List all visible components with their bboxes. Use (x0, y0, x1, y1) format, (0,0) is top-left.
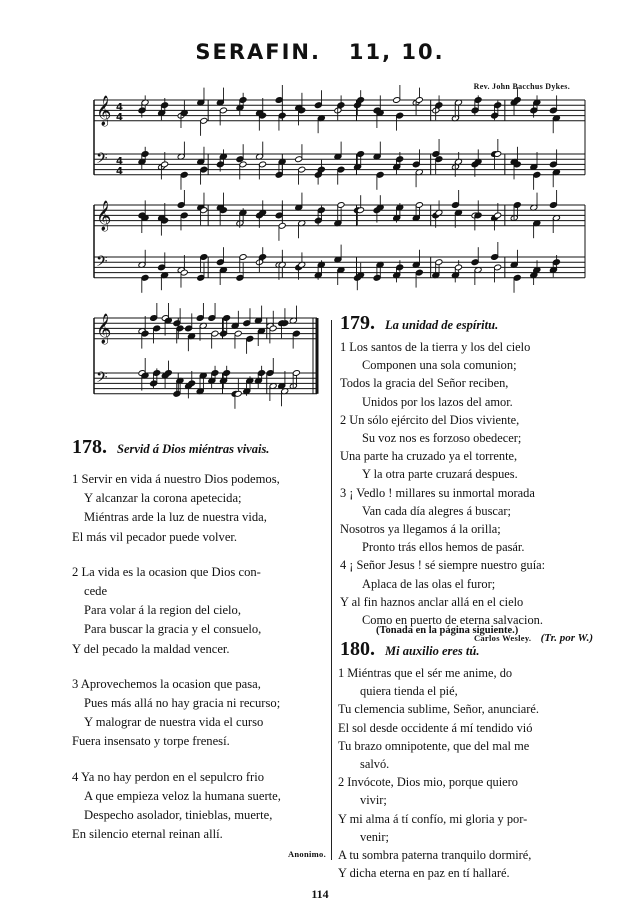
clefs (96, 95, 123, 390)
hymn-180-number: 180. (340, 638, 375, 660)
page-number: 114 (311, 887, 329, 901)
verse-line: Miéntras arde la luz de nuestra vida, (84, 510, 267, 525)
hymn-178-header (72, 436, 269, 459)
hymn-178-number: 178. (72, 436, 107, 458)
verse-line: En silencio eternal reinan allí. (72, 827, 223, 842)
verse-line: Y dicha eterna en paz en tí hallaré. (338, 866, 510, 881)
verse-line: Pues más allá no hay gracia ni recurso; (84, 696, 281, 711)
verse-line: 4 ¡ Señor Jesus ! sé siempre nuestro guía: (340, 558, 546, 573)
verse-line: vivir; (360, 793, 387, 808)
hymn-179-translator: (Tr. por W.) (540, 632, 593, 645)
hymn-178-attribution: Anonimo. (287, 849, 326, 860)
hymn-178-title: Servid á Dios miéntras vivais. (117, 442, 270, 456)
verse-line: Van cada día alegres á buscar; (362, 503, 511, 518)
verse-line: El más vil pecador puede volver. (72, 529, 238, 544)
hymn-179-attribution: Carlos Wesley. (473, 633, 532, 644)
treble-clef-icon: 𝄞 (96, 201, 112, 231)
hymn-179-number: 179. (340, 312, 375, 334)
time-signature: 4 (116, 102, 123, 113)
verse-line: 3 ¡ Vedlo ! millares su inmortal morada (340, 485, 535, 500)
composer-credit: Rev. John Bacchus Dykes. (473, 82, 570, 91)
verse-line: Y la otra parte cruzará despues. (362, 467, 518, 482)
verse-line: Pronto trás ellos hemos de pasár. (362, 540, 525, 555)
verse-line: A que empieza veloz la humana suerte, (84, 788, 281, 803)
verse-line: Aplaca de las olas el furor; (362, 576, 496, 591)
verse-line: 3 Aprovechemos la ocasion que pasa, (72, 676, 261, 691)
verse-line: El sol desde occidente á mí tendido vió (338, 720, 533, 735)
verse-line: Todos la gracia del Señor reciben, (340, 376, 509, 391)
bass-clef-icon: 𝄢 (96, 150, 108, 171)
verse-line: Su voz nos es forzoso obedecer; (362, 431, 522, 446)
verse-line: 2 Un sólo ejército del Dios viviente, (340, 412, 520, 427)
hymn-179-text (340, 338, 595, 646)
meter: 11, 10. (348, 40, 445, 64)
verse-line: Tu clemencia sublime, Señor, anunciaré. (338, 702, 540, 717)
verse-line: cede (84, 584, 108, 599)
verse-line: 2 Invócote, Dios mio, porque quiero (338, 775, 518, 790)
time-signature: 4 (116, 112, 123, 123)
verse-line: Como en puerto de eterna salvacion. (362, 613, 543, 628)
verse-line: Componen una sola comunion; (362, 358, 517, 373)
verse-line: quiera tienda el pié, (360, 684, 458, 699)
verse-line: 1 Los santos de la tierra y los del cielo (340, 340, 531, 354)
bass-clef-icon: 𝄢 (96, 253, 108, 274)
hymn-179-title: La unidad de espíritu. (385, 318, 499, 332)
verse-line: Y malograr de nuestra vida el curso (84, 715, 264, 730)
verse-line: Despecho asolador, tinieblas, muerte, (84, 808, 273, 823)
hymn-180-tune-note: (Tonada en la página siguiente.) (376, 625, 519, 636)
verse-line: Y al fin haznos anclar allá en el cielo (340, 594, 524, 609)
hymn-180-text (338, 664, 596, 882)
hymn-180-title: Mi auxilio eres tú. (385, 644, 480, 658)
verse-line: 1 Servir en vida á nuestro Dios podemos, (72, 472, 280, 486)
hymn-180-header (340, 638, 479, 661)
verse-line: Nosotros ya llegamos á la orilla; (340, 522, 501, 537)
verse-line: salvó. (360, 757, 390, 772)
time-signature: 4 (116, 156, 123, 167)
verse-line: Y mi alma á tí confío, mi gloria y por- (338, 811, 528, 826)
verse-line: venir; (360, 829, 389, 844)
verse-line: Y del pecado la maldad vencer. (72, 641, 230, 656)
treble-clef-icon: 𝄞 (96, 314, 112, 344)
verse-line: Fuera insensato y torpe frenesí. (72, 734, 230, 749)
hymn-179-header (340, 312, 498, 335)
time-signature: 4 (116, 166, 123, 177)
verse-line: Para volar á la region del cielo, (84, 603, 242, 618)
verse-line: Una parte ha cruzado ya el torrente, (340, 449, 518, 464)
verse-line: 1 Miéntras que el sér me anime, do (338, 666, 513, 680)
bass-clef-icon: 𝄢 (96, 369, 108, 390)
verse-line: Tu brazo omnipotente, que del mal me (338, 738, 530, 753)
verse-line: 2 La vida es la ocasion que Dios con- (72, 564, 261, 579)
column-divider (331, 320, 332, 860)
treble-clef-icon: 𝄞 (96, 96, 112, 126)
verse-line: Unidos por los lazos del amor. (362, 394, 513, 409)
verse-line: Y alcanzar la corona apetecida; (84, 491, 242, 506)
verse-line: 4 Ya no hay perdon en el sepulcro frio (72, 769, 265, 784)
verse-line: A tu sombra paterna tranquilo dormiré, (338, 848, 532, 863)
tune-title: SERAFIN. (195, 40, 321, 64)
hymn-178-text (72, 470, 330, 865)
verse-line: Para buscar la gracia y el consuelo, (84, 622, 262, 637)
